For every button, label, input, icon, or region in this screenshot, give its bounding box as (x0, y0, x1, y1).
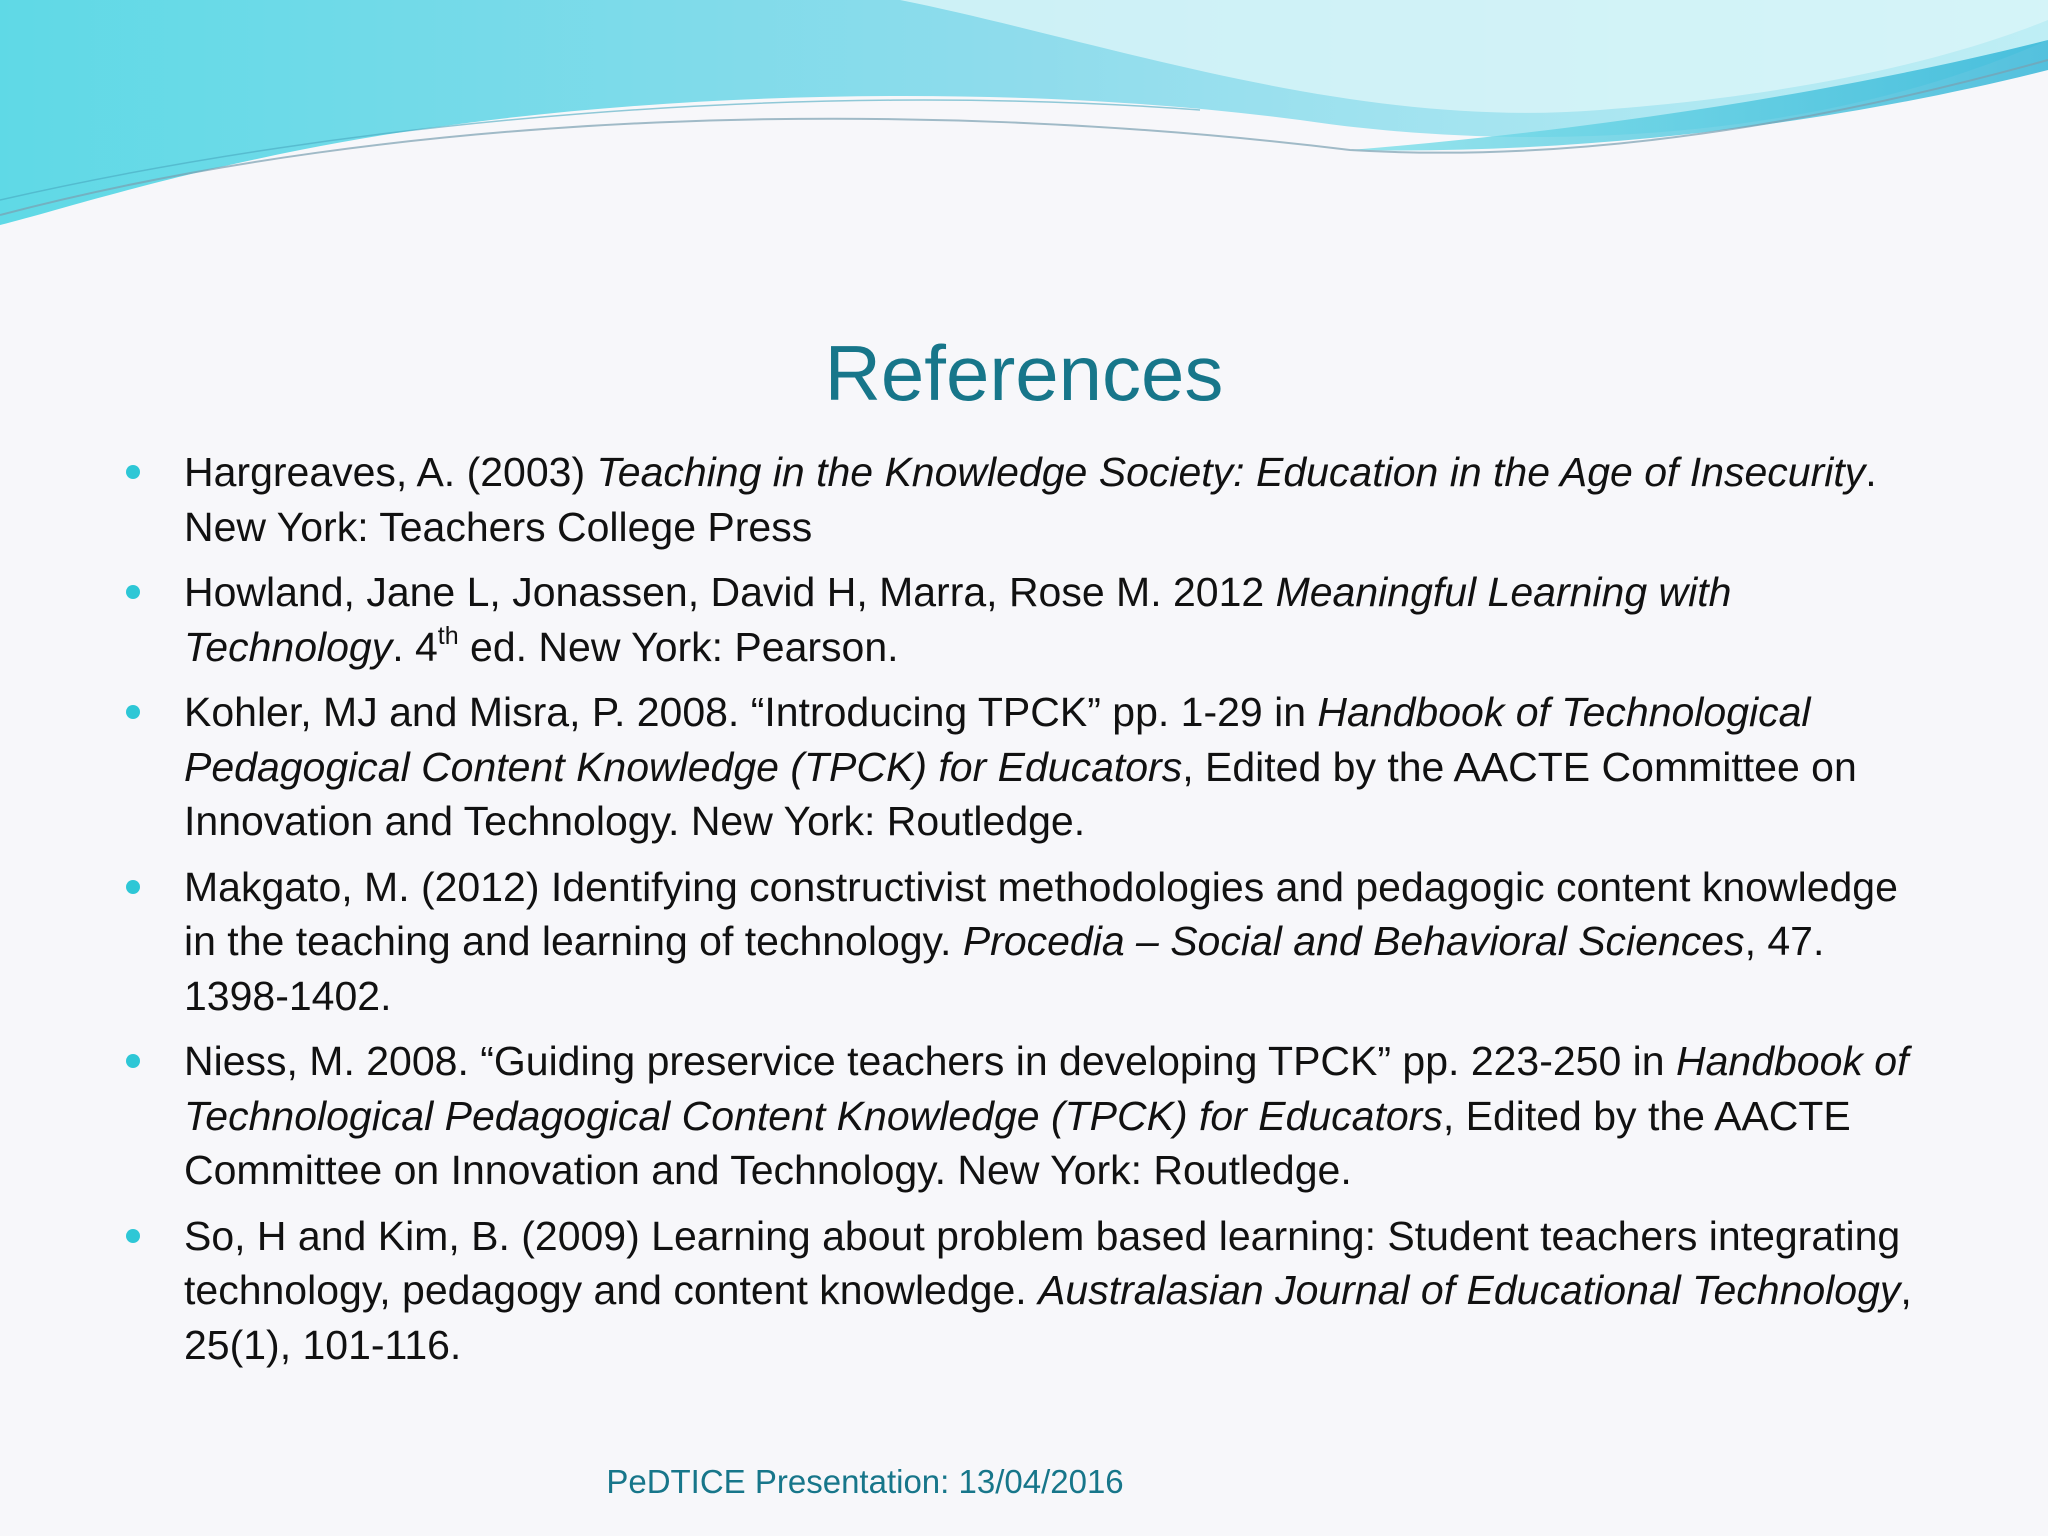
reference-item (126, 1034, 1926, 1198)
reference-text: Kohler, MJ and Misra, P. 2008. “Introducing TPCK” pp. 1-29 in (184, 689, 1318, 735)
header-wave-decoration (0, 0, 2048, 240)
reference-text: , 25(1), 101-116. (184, 1267, 1912, 1368)
superscript: th (437, 621, 459, 650)
reference-text: Howland, Jane L, Jonassen, David H, Marra, Rose M. 2012 (184, 569, 1276, 615)
reference-title: Procedia – Social and Behavioral Sciences (962, 918, 1745, 964)
reference-item (126, 685, 1926, 849)
reference-title: Handbook of Technological Pedagogical Content Knowledge (TPCK) for Educators (184, 689, 1811, 790)
reference-title: Meaningful Learning with Technology (184, 569, 1732, 670)
reference-text: Niess, M. 2008. “Guiding preservice teachers in developing TPCK” pp. 223-250 in (184, 1038, 1676, 1084)
bullet-icon (126, 880, 140, 894)
reference-item (126, 445, 1926, 554)
reference-item (126, 1209, 1926, 1373)
footer-text: PeDTICE Presentation: 13/04/2016 (606, 1463, 1124, 1500)
reference-title: Teaching in the Knowledge Society: Education in the Age of Insecurity (596, 449, 1866, 495)
reference-text: , 47. 1398-1402. (184, 918, 1825, 1019)
reference-title: Handbook of Technological Pedagogical Content Knowledge (TPCK) for Educators (184, 1038, 1909, 1139)
bullet-icon (126, 465, 140, 479)
reference-text: , Edited by the AACTE Committee on Innovation and Technology. New York: Routledge. (184, 743, 1857, 844)
references-list (126, 445, 1926, 1383)
page-title: References (824, 329, 1224, 417)
bullet-icon (126, 705, 140, 719)
reference-item (126, 860, 1926, 1024)
reference-text: . New York: Teachers College Press (184, 449, 1877, 550)
reference-text: . 4 (392, 623, 438, 670)
reference-title: Australasian Journal of Educational Technology (1038, 1267, 1901, 1313)
reference-text: Hargreaves, A. (2003) (184, 449, 597, 495)
reference-item (126, 565, 1926, 674)
bullet-icon (126, 1054, 140, 1068)
bullet-icon (126, 585, 140, 599)
bullet-icon (126, 1229, 140, 1243)
reference-text: , Edited by the AACTE Committee on Innovation and Technology. New York: Routledge. (184, 1092, 1851, 1193)
reference-text: Makgato, M. (2012) Identifying constructivist methodologies and pedagogic content knowledge in the teaching and learning of technology. (184, 863, 1898, 964)
reference-text: ed. New York: Pearson. (458, 623, 899, 670)
reference-text: So, H and Kim, B. (2009) Learning about problem based learning: Student teachers integrating technology, pedagogy and content knowledge. (184, 1212, 1901, 1313)
